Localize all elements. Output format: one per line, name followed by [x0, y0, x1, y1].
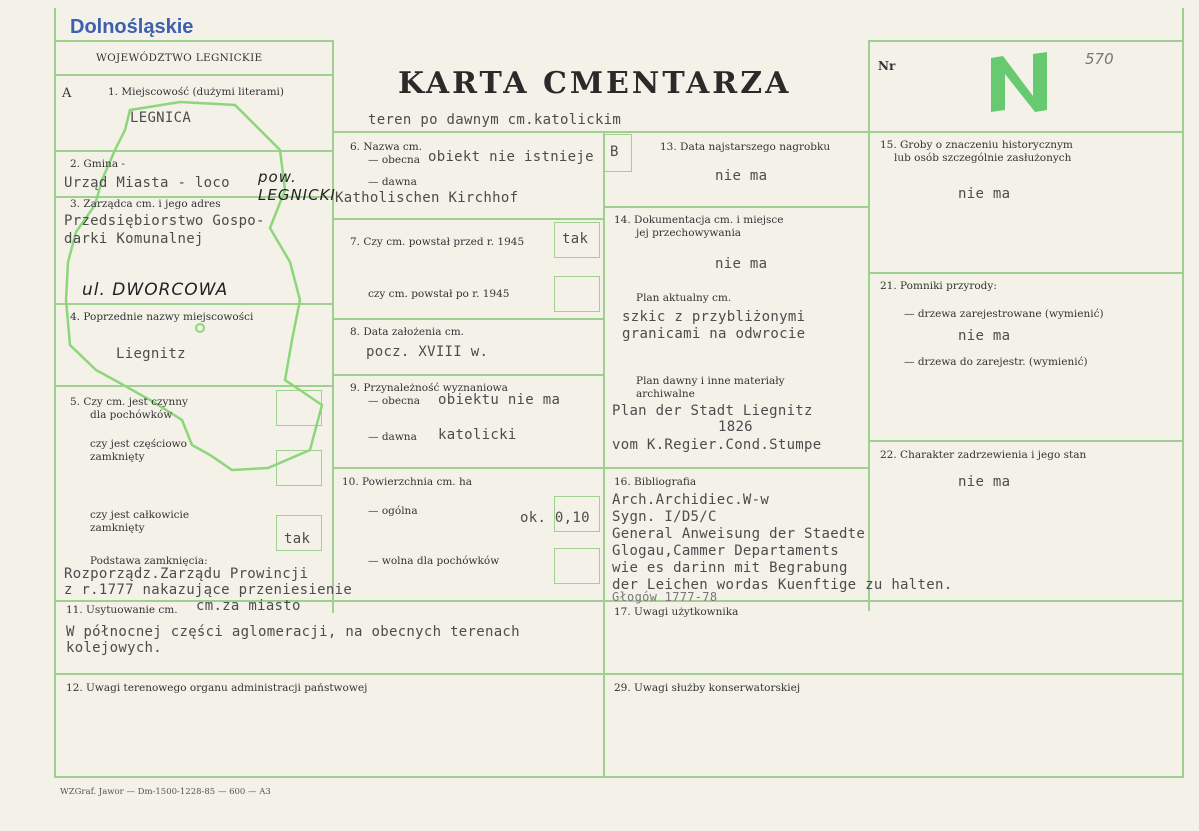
f9-former-value: katolicki: [438, 427, 517, 443]
old-plan-value-2: 1826: [718, 419, 753, 435]
f7-label-2: czy cm. powstał po r. 1945: [368, 288, 510, 300]
f1-label: 1. Miejscowość (dużymi literami): [108, 86, 284, 98]
f5-value: tak: [284, 531, 311, 547]
f9-former-label: — dawna: [368, 431, 417, 443]
f16-value-7: Głogów 1777-78: [612, 590, 718, 604]
nr-label: Nr: [878, 59, 896, 73]
f11-value-1: W północnej części aglomeracji, na obecnych terenach: [66, 624, 520, 640]
f6-former-value: Katholischen Kirchhof: [335, 190, 519, 206]
f15-label-2: lub osób szczególnie zasłużonych: [894, 152, 1072, 164]
f13-value: nie ma: [715, 168, 768, 184]
f7-label-1: 7. Czy cm. powstał przed r. 1945: [350, 236, 525, 248]
f10-total-value: ok. 0,10: [520, 510, 590, 526]
f3-value-2: darki Komunalnej: [64, 231, 204, 247]
region-name: Dolnośląskie: [70, 16, 194, 38]
f21-value: nie ma: [958, 328, 1011, 344]
f9-current-label: — obecna: [368, 395, 420, 407]
f7-value-1: tak: [562, 231, 589, 247]
row-f22: [868, 440, 1184, 442]
f16-value-5: wie es darinn mit Begrabung: [612, 560, 848, 576]
f5-label-2: dla pochówków: [90, 409, 173, 421]
f29-label: 29. Uwagi służby konserwatorskiej: [614, 682, 801, 694]
row-f5: [54, 385, 332, 387]
f5-box-partial: [276, 450, 322, 486]
f9-label: 9. Przynależność wyznaniowa: [350, 382, 508, 394]
f16-value-2: Sygn. I/D5/C: [612, 509, 717, 525]
map-marker: [196, 324, 204, 332]
f21-label: 21. Pomniki przyrody:: [880, 280, 997, 292]
f17-label: 17. Uwagi użytkownika: [614, 606, 739, 618]
f10-box-free: [554, 548, 600, 584]
row-f16: [603, 467, 868, 469]
nr-handwritten: 570: [1085, 50, 1114, 68]
f2-label: 2. Gmina -: [70, 158, 125, 170]
section-letter: A: [62, 86, 72, 101]
f10-label: 10. Powierzchnia cm. ha: [342, 476, 473, 488]
voivodeship-label: WOJEWÓDZTWO LEGNICKIE: [96, 52, 263, 64]
f8-value: pocz. XVIII w.: [366, 344, 489, 360]
plan-label: Plan aktualny cm.: [636, 292, 732, 304]
f5-label-6: zamknięty: [90, 522, 145, 534]
old-plan-value-3: vom K.Regier.Cond.Stumpe: [612, 437, 822, 453]
f12-label: 12. Uwagi terenowego organu administracji państwowej: [66, 682, 368, 694]
row-f14: [603, 206, 868, 208]
f16-value-1: Arch.Archidiec.W-w: [612, 492, 770, 508]
f16-value-4: Glogau,Cammer Departaments: [612, 543, 839, 559]
f22-label: 22. Charakter zadrzewienia i jego stan: [880, 449, 1087, 461]
f13-label: 13. Data najstarszego nagrobku: [660, 141, 831, 153]
header-line-mid: [332, 131, 1184, 133]
f14-label-2: jej przechowywania: [636, 227, 742, 239]
border-left: [54, 8, 56, 778]
plan-value-2: granicami na odwrocie: [622, 326, 806, 342]
border-top-right: [868, 40, 1184, 42]
row-f7: [332, 218, 603, 220]
row-f11: [54, 600, 603, 602]
f15-value: nie ma: [958, 186, 1011, 202]
f11-label: 11. Usytuowanie cm.: [66, 604, 178, 616]
col-1-2-divider: [332, 40, 334, 613]
f6-current-value: obiekt nie istnieje: [428, 149, 594, 165]
f5-label-5: czy jest całkowicie: [90, 509, 190, 521]
f7-box-after: [554, 276, 600, 312]
row-f9: [332, 374, 603, 376]
row-f8: [332, 318, 603, 320]
f2-handwritten: pow. LEGNICKI: [258, 168, 336, 204]
basis-label: Podstawa zamknięcia:: [90, 555, 208, 567]
f4-label: 4. Poprzednie nazwy miejscowości: [70, 311, 254, 323]
stamp-b: B: [610, 144, 619, 160]
f3-label: 3. Zarządca cm. i jego adres: [70, 198, 221, 210]
f6-label: 6. Nazwa cm.: [350, 141, 423, 153]
border-right: [1182, 8, 1184, 778]
border-bottom: [54, 776, 1184, 778]
plan-value-1: szkic z przybliżonymi: [622, 309, 806, 325]
f5-label-1: 5. Czy cm. jest czynny: [70, 396, 188, 408]
row-f21: [868, 272, 1184, 274]
print-info: WZGraf. Jawor — Dm-1500-1228-85 — 600 — A3: [60, 787, 271, 797]
f16-value-6: der Leichen wordas Kuenftige zu halten.: [612, 577, 953, 593]
card-title: KARTA CMENTARZA: [398, 66, 792, 101]
n-stamp-icon: [985, 48, 1055, 118]
row-f4: [54, 303, 332, 305]
f2-value: Urząd Miasta - loco: [64, 175, 230, 191]
basis-value-2: z r.1777 nakazujące przeniesienie: [64, 582, 353, 598]
f16-label: 16. Bibliografia: [614, 476, 697, 488]
f8-label: 8. Data założenia cm.: [350, 326, 465, 338]
old-plan-label-2: archiwalne: [636, 388, 695, 400]
old-plan-value-1: Plan der Stadt Liegnitz: [612, 403, 813, 419]
f15-label-1: 15. Groby o znaczeniu historycznym: [880, 139, 1073, 151]
row-f10: [332, 467, 603, 469]
col-2-3-divider: [603, 132, 605, 776]
row-f12: [54, 673, 1184, 675]
col-3-4-divider: [868, 40, 870, 611]
f14-label-1: 14. Dokumentacja cm. i miejsce: [614, 214, 784, 226]
f11-value-top: cm.za miasto: [196, 598, 301, 614]
f11-value-2: kolejowych.: [66, 640, 163, 656]
f3-value-1: Przedsiębiorstwo Gospo-: [64, 213, 265, 229]
f10-total-label: — ogólna: [368, 505, 418, 517]
f6-former-label: — dawna: [368, 176, 417, 188]
f4-value: Liegnitz: [116, 346, 186, 362]
f3-handwritten: ul. DWORCOWA: [82, 280, 229, 300]
old-plan-label-1: Plan dawny i inne materiały: [636, 375, 785, 387]
f21-reg-label: — drzewa zarejestrowane (wymienić): [904, 308, 1104, 320]
f1-value: LEGNICA: [130, 110, 192, 126]
row-f2: [54, 150, 332, 152]
f16-value-3: General Anweisung der Staedte: [612, 526, 866, 542]
f21-toreg-label: — drzewa do zarejestr. (wymienić): [904, 356, 1088, 368]
f14-value: nie ma: [715, 256, 768, 272]
f10-free-label: — wolna dla pochówków: [368, 555, 500, 567]
f6-current-label: — obecna: [368, 154, 420, 166]
border-top-left: [54, 40, 332, 42]
subtitle-typed: teren po dawnym cm.katolickim: [368, 112, 622, 128]
header-line-left: [54, 74, 332, 76]
f5-label-4: zamknięty: [90, 451, 145, 463]
f5-box-active: [276, 390, 322, 426]
f22-value: nie ma: [958, 474, 1011, 490]
f9-current-value: obiektu nie ma: [438, 392, 561, 408]
basis-value-1: Rozporządz.Zarządu Prowincji: [64, 566, 309, 582]
f5-label-3: czy jest częściowo: [90, 438, 187, 450]
